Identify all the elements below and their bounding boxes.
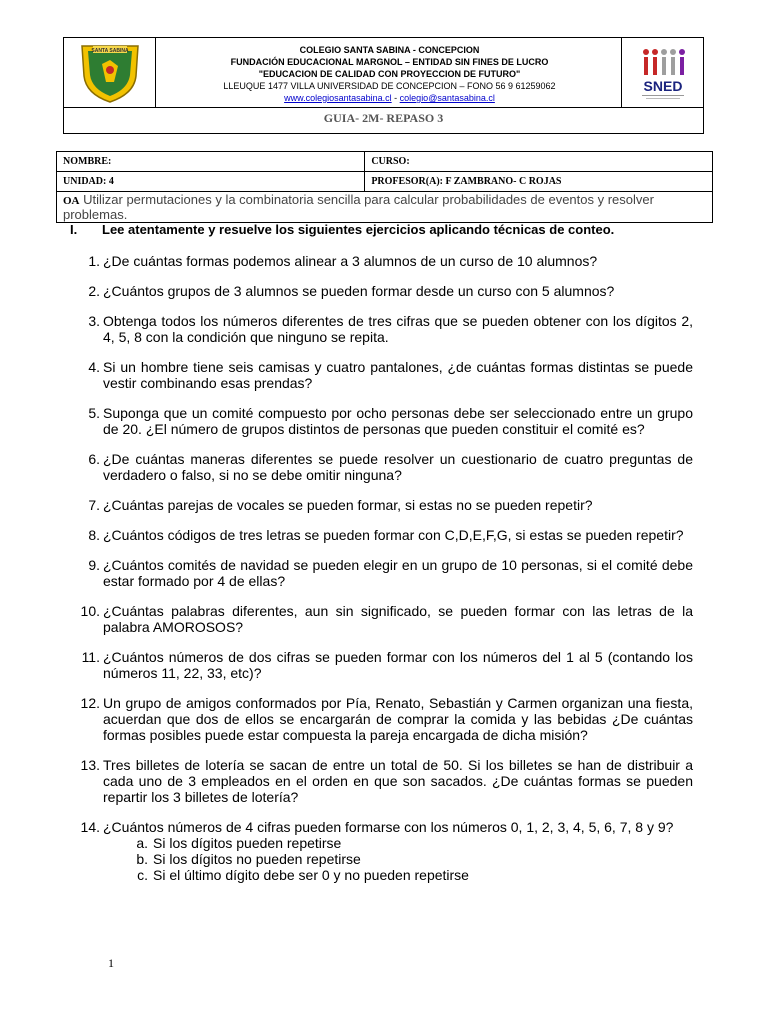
school-address: LLEUQUE 1477 VILLA UNIVERSIDAD DE CONCEPCION – FONO 56 9 61259062 xyxy=(223,81,556,91)
sub-item-letter: a. xyxy=(136,835,148,851)
oa-text: Utilizar permutaciones y la combinatoria sencilla para calcular probabilidades de eventos y resolver problemas. xyxy=(63,192,654,222)
logo-banner-text: SANTA SABINA xyxy=(91,48,129,54)
question-number: 1. xyxy=(88,253,100,269)
question-number: 10. xyxy=(80,603,100,619)
instruction-text: Lee atentamente y resuelve los siguientes ejercicios aplicando técnicas de conteo. xyxy=(102,222,615,237)
question-number: 9. xyxy=(88,557,100,573)
sub-item xyxy=(128,835,693,851)
profesor-field: PROFESOR(A): F ZAMBRANO- C ROJAS xyxy=(365,172,713,192)
question-number: 11. xyxy=(81,649,100,665)
question-text: ¿De cuántas formas podemos alinear a 3 alumnos de un curso de 10 alumnos? xyxy=(103,253,598,269)
question-item xyxy=(70,283,693,299)
question-text: ¿Cuántos números de 4 cifras pueden formarse con los números 0, 1, 2, 3, 4, 5, 6, 7, 8 y 9? xyxy=(103,819,674,835)
section-numeral: I. xyxy=(70,222,78,237)
question-text: Tres billetes de lotería se sacan de entre un total de 50. Si los billetes se han de distribuir a cada uno de 3 empleados en el orden en que son sacados. ¿De cuántas formas se pueden repartir los 3 billetes de lotería? xyxy=(103,757,693,805)
sub-item-text: Si el último dígito debe ser 0 y no pueden repetirse xyxy=(153,867,469,883)
question-item xyxy=(70,405,693,437)
question-item xyxy=(70,695,693,743)
question-number: 5. xyxy=(88,405,100,421)
school-shield-logo xyxy=(64,38,156,107)
question-text: Suponga que un comité compuesto por ocho personas debe ser seleccionado entre un grupo de 20. ¿El número de grupos distintos de personas que pueden constituir el comité es? xyxy=(103,405,693,437)
school-logo-cell xyxy=(64,38,156,107)
question-text: ¿Cuántas parejas de vocales se pueden formar, si estas no se pueden repetir? xyxy=(103,497,593,513)
page-number: 1 xyxy=(108,956,114,970)
oa-label: OA xyxy=(63,195,80,207)
link-separator: - xyxy=(391,93,400,103)
question-item xyxy=(70,527,693,543)
sub-item-list xyxy=(103,835,693,883)
question-item xyxy=(70,497,693,513)
question-item xyxy=(70,451,693,483)
question-number: 6. xyxy=(88,451,100,467)
website-link[interactable]: www.colegiosantasabina.cl xyxy=(284,93,392,103)
question-number: 3. xyxy=(88,313,100,329)
guide-title: GUIA- 2M- REPASO 3 xyxy=(64,107,703,135)
school-name: COLEGIO SANTA SABINA - CONCEPCION xyxy=(299,45,480,55)
question-number: 12. xyxy=(80,695,100,711)
sub-item-text: Si los dígitos no pueden repetirse xyxy=(153,851,361,867)
question-item xyxy=(70,253,693,269)
question-text: Si un hombre tiene seis camisas y cuatro pantalones, ¿de cuántas formas distintas se puede vestir combinando esas prendas? xyxy=(103,359,693,391)
question-number: 7. xyxy=(88,497,100,513)
question-text: Obtenga todos los números diferentes de tres cifras que se pueden obtener con los dígitos 2, 4, 5, 8 con la condición que ninguno se repita. xyxy=(103,313,693,345)
student-info-table xyxy=(56,151,713,223)
learning-objective xyxy=(57,192,713,223)
question-text: ¿Cuántas palabras diferentes, aun sin significado, se pueden formar con las letras de la palabra AMOROSOS? xyxy=(103,603,693,635)
email-link[interactable]: colegio@santasabina.cl xyxy=(399,93,495,103)
sub-item xyxy=(128,867,693,883)
question-item xyxy=(70,757,693,805)
question-item xyxy=(70,557,693,589)
question-number: 2. xyxy=(88,283,100,299)
foundation-name: FUNDACIÓN EDUCACIONAL MARGNOL – ENTIDAD SIN FINES DE LUCRO xyxy=(230,57,549,67)
question-text: ¿Cuántos números de dos cifras se pueden formar con los números del 1 al 5 (contando los números 11, 22, 33, etc)? xyxy=(103,649,693,681)
curso-field[interactable]: CURSO: xyxy=(365,152,713,172)
sub-item xyxy=(128,851,693,867)
sned-logo xyxy=(622,38,704,107)
question-item xyxy=(70,649,693,681)
section-instruction xyxy=(70,222,693,237)
nombre-field[interactable]: NOMBRE: xyxy=(57,152,365,172)
sned-logo-text: SNED xyxy=(643,78,683,94)
question-text: Un grupo de amigos conformados por Pía, Renato, Sebastián y Carmen organizan una fiesta, acuerdan que dos de ellos se encargarán de comprar la comida y las bebidas ¿De cuántas formas posibles puede estar compuesta la pareja encargada de dicha misión? xyxy=(103,695,693,743)
contact-links xyxy=(156,92,623,104)
question-text: ¿Cuántos códigos de tres letras se pueden formar con C,D,E,F,G, si estas se pueden repetir? xyxy=(103,527,684,543)
question-list xyxy=(70,253,693,883)
question-text: ¿Cuántos grupos de 3 alumnos se pueden formar desde un curso con 5 alumnos? xyxy=(103,283,615,299)
question-item xyxy=(70,359,693,391)
question-item xyxy=(70,603,693,635)
question-item xyxy=(70,313,693,345)
question-number: 14. xyxy=(80,819,100,835)
school-info xyxy=(156,38,623,107)
document-header xyxy=(63,37,704,134)
unidad-field: UNIDAD: 4 xyxy=(57,172,365,192)
question-text: ¿Cuántos comités de navidad se pueden elegir en un grupo de 10 personas, si el comité debe estar formado por 4 de ellas? xyxy=(103,557,693,589)
question-number: 8. xyxy=(88,527,100,543)
question-number: 13. xyxy=(80,757,100,773)
school-motto: "EDUCACION DE CALIDAD CON PROYECCION DE FUTURO" xyxy=(258,69,521,79)
sub-item-letter: c. xyxy=(137,867,148,883)
sub-item-letter: b. xyxy=(136,851,148,867)
question-number: 4. xyxy=(88,359,100,375)
sned-logo-cell xyxy=(621,38,703,107)
sub-item-text: Si los dígitos pueden repetirse xyxy=(153,835,342,851)
question-text: ¿De cuántas maneras diferentes se puede resolver un cuestionario de cuatro preguntas de verdadero o falso, si no se debe omitir ninguna? xyxy=(103,451,693,483)
question-item xyxy=(70,819,693,883)
